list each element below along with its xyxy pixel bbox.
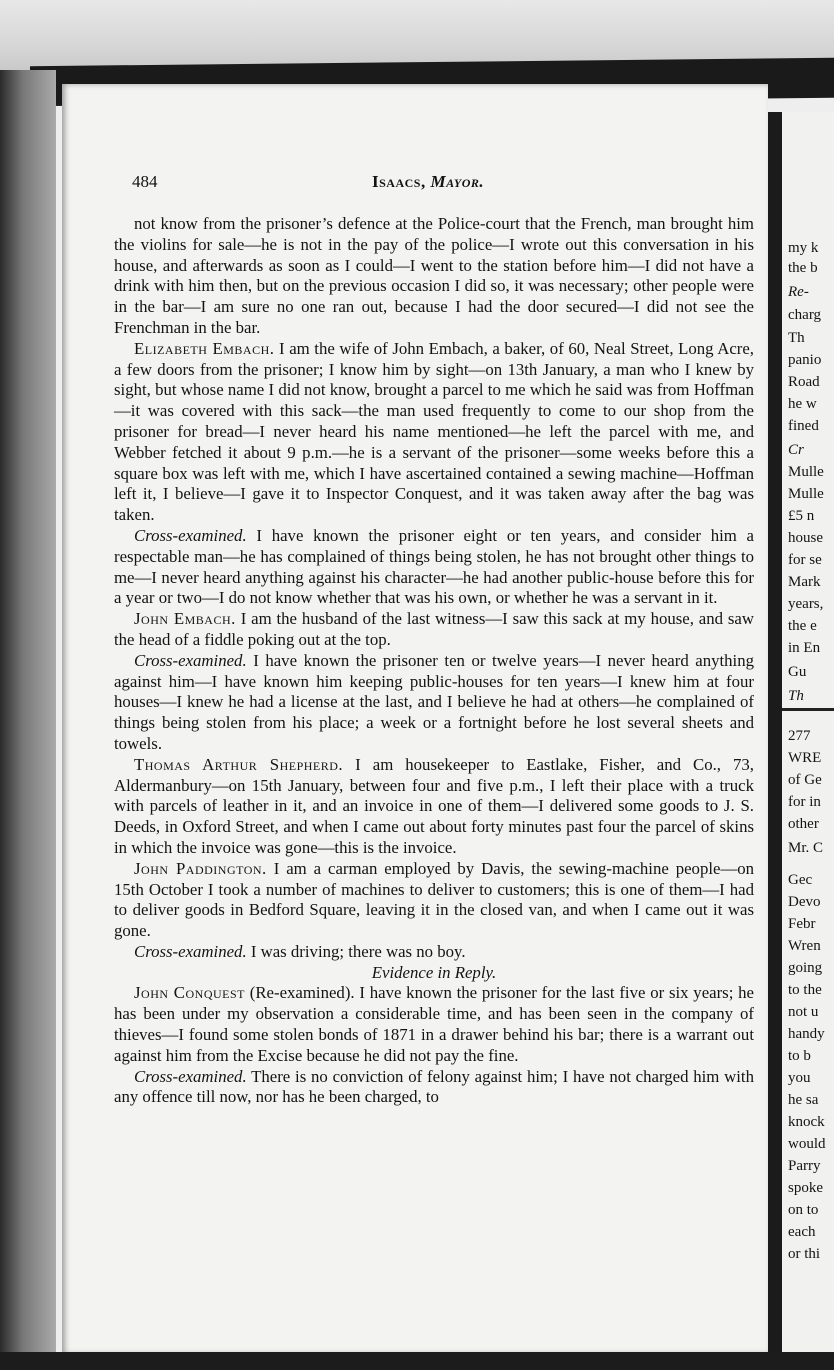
facing-page-fragment: Mulle [788, 486, 824, 502]
facing-page [782, 112, 834, 1352]
facing-page-fragment: charg [788, 307, 822, 323]
paragraph-text: I am housekeeper to Eastlake, Fisher, and Co., 73, Aldermanbury—on 15th January, between four and five p.m., I left their place with a truck with parcels of leather in it, and an invoice in one of them—I delivered some goods to J. S. Deeds, in Oxford Street, and when I came out about forty minutes past four the parcel of skins in which the invoice was gone—this is the invoice. [114, 754, 754, 857]
facing-page-rule [782, 708, 834, 711]
facing-page-fragment: the b [788, 260, 818, 276]
paragraph [114, 651, 754, 755]
facing-page-fragment: on to [788, 1202, 819, 1218]
examination-label: Cross-examined. [134, 1066, 247, 1086]
paragraph-text: I was driving; there was no boy. [246, 941, 466, 961]
facing-page-fragment: Cr [788, 442, 804, 458]
facing-page-fragment: Gec [788, 872, 813, 888]
facing-page-fragment: Re- [788, 284, 809, 300]
facing-page-fragment: the e [788, 618, 817, 634]
scan-left-shadow [0, 70, 56, 1370]
facing-page-fragment: my k [788, 240, 819, 256]
examination-label: Cross-examined. [134, 650, 247, 670]
facing-page-fragment: Th [788, 688, 804, 704]
facing-page-fragment: going [788, 960, 823, 976]
scan-bottom-edge [0, 1352, 834, 1370]
page-body [114, 214, 754, 1108]
witness-name: Thomas Arthur Shepherd. [134, 754, 344, 774]
facing-page-fragment: £5 n [788, 508, 815, 524]
examination-label: Cross-examined. [134, 941, 247, 961]
facing-page-fragment: to b [788, 1048, 811, 1064]
witness-name: John Conquest [134, 983, 245, 1003]
witness-name: John Paddington. [134, 858, 267, 878]
facing-page-fragment: fined [788, 418, 819, 434]
paragraph [114, 1067, 754, 1109]
facing-page-fragment: of Ge [788, 772, 822, 788]
paragraph [114, 609, 754, 651]
facing-page-fragment: Wren [788, 938, 821, 954]
facing-page-fragment: Devo [788, 894, 821, 910]
paragraph-text: There is no conviction of felony against him; I have not charged him with any offence till now, nor has he been charged, to [114, 1066, 754, 1107]
section-heading [114, 963, 754, 984]
facing-page-fragment: spoke [788, 1180, 823, 1196]
page-number: 484 [132, 172, 158, 191]
paragraph-text: I am the wife of John Embach, a baker, of 60, Neal Street, Long Acre, a few doors from the prisoner; I know him by sight—on 13th January, a man who I knew by sight, but whose name I did not know, brought a parcel to me which he said was from Hoffman—it was covered with this sack—the man used frequently to come to our shop from the prisoner for bread—I never heard his name mentioned—he left the parcel with me, and Webber fetched it about 9 p.m.—he is a servant of the prisoner—some weeks before this a square box was left with me, which I have ascertained contained a sewing machine—Hoffman left it, I believe—I gave it to Inspector Conquest, and it was taken away after the bag was taken. [114, 338, 754, 525]
facing-page-fragment: Mark [788, 574, 821, 590]
facing-page-fragment: panio [788, 352, 822, 368]
paragraph-text: I have known the prisoner ten or twelve years—I never heard anything against him—I have known him keeping public-houses for ten years—I knew him at four houses—I knew he had a license at the last, and I believe he had at others—he complained of things being stolen from his place; a week or a fortnight before he lost several sheets and towels. [114, 650, 754, 753]
facing-page-fragment: to the [788, 982, 822, 998]
facing-page-fragment: Th [788, 330, 805, 346]
facing-page-fragment: other [788, 816, 819, 832]
facing-page-fragment: in En [788, 640, 821, 656]
paragraph-text: I have known the prisoner eight or ten years, and consider him a respectable man—he has complained of things being stolen, he has not brought other things to me—I never heard anything against his character—he had another public-house before this for a year or two—I do not know whether that was his own, or whether he was a servant in it. [114, 525, 754, 608]
paragraph [114, 983, 754, 1066]
facing-page-fragment: for se [788, 552, 822, 568]
facing-page-fragment: would [788, 1136, 826, 1152]
facing-page-fragment: years, [788, 596, 824, 612]
paragraph [114, 526, 754, 609]
paragraph-text: I am a carman employed by Davis, the sewing-machine people—on 15th October I took a number of machines to deliver to customers; this is one of them—I had to deliver goods in Bedford Square, leaving it in the closed van, and when I came out it was gone. [114, 858, 755, 941]
facing-page-fragment: for in [788, 794, 821, 810]
facing-page-fragment: Road [788, 374, 820, 390]
facing-page-fragment: you [788, 1070, 811, 1086]
facing-page-fragment: each [788, 1224, 816, 1240]
paragraph [114, 755, 754, 859]
running-title-name: Isaacs, [372, 172, 426, 191]
facing-page-fragment: not u [788, 1004, 819, 1020]
facing-page-fragment: Febr [788, 916, 816, 932]
paragraph [114, 214, 754, 339]
facing-page-fragment: Mulle [788, 464, 824, 480]
facing-page-fragment: knock [788, 1114, 825, 1130]
running-title-office: Mayor. [430, 172, 485, 191]
facing-page-fragment: Gu [788, 664, 807, 680]
witness-name: Elizabeth Embach. [134, 338, 275, 358]
facing-page-fragment: he sa [788, 1092, 819, 1108]
facing-page-fragment: house [788, 530, 823, 546]
facing-page-fragment: Mr. C [788, 840, 824, 856]
running-title [372, 172, 484, 192]
witness-name: John Embach. [134, 609, 236, 629]
facing-page-fragment: Parry [788, 1158, 821, 1174]
facing-page-fragment: or thi [788, 1246, 821, 1262]
paragraph [114, 339, 754, 526]
paragraph [114, 942, 754, 963]
facing-page-fragment: 277 [788, 728, 811, 744]
facing-page-fragment: WRE [788, 750, 822, 766]
paragraph-text: Evidence in Reply. [371, 962, 497, 982]
paragraph-text: I am the husband of the last witness—I saw this sack at my house, and saw the head of a fiddle poking out at the top. [114, 609, 754, 649]
paragraph [114, 859, 754, 942]
examination-label: Cross-examined. [134, 525, 247, 545]
facing-page-fragment: handy [788, 1026, 825, 1042]
paragraph-text: (Re-examined). I have known the prisoner for the last five or six years; he has been under my observation a considerable time, and has been seen in the company of thieves—I found some stolen bonds of 1871 in a drawer behind his bar; there is a warrant out against him from the Excise because he did not pay the fine. [114, 983, 754, 1065]
document-page [62, 84, 768, 1354]
facing-page-fragment: he w [788, 396, 817, 412]
paragraph-text: not know from the prisoner’s defence at the Police-court that the French, man brought him the violins for sale—he is not in the pay of the police—I wrote out this conversation in his house, and afterwards as soon as I could—I went to the station before him—I did not have a drink with him then, but on the previous occasion I did so, it was necessary; other people were in the bar—I am sure no one ran out, because I had the door secured—I did not see the Frenchman in the bar. [114, 214, 754, 337]
